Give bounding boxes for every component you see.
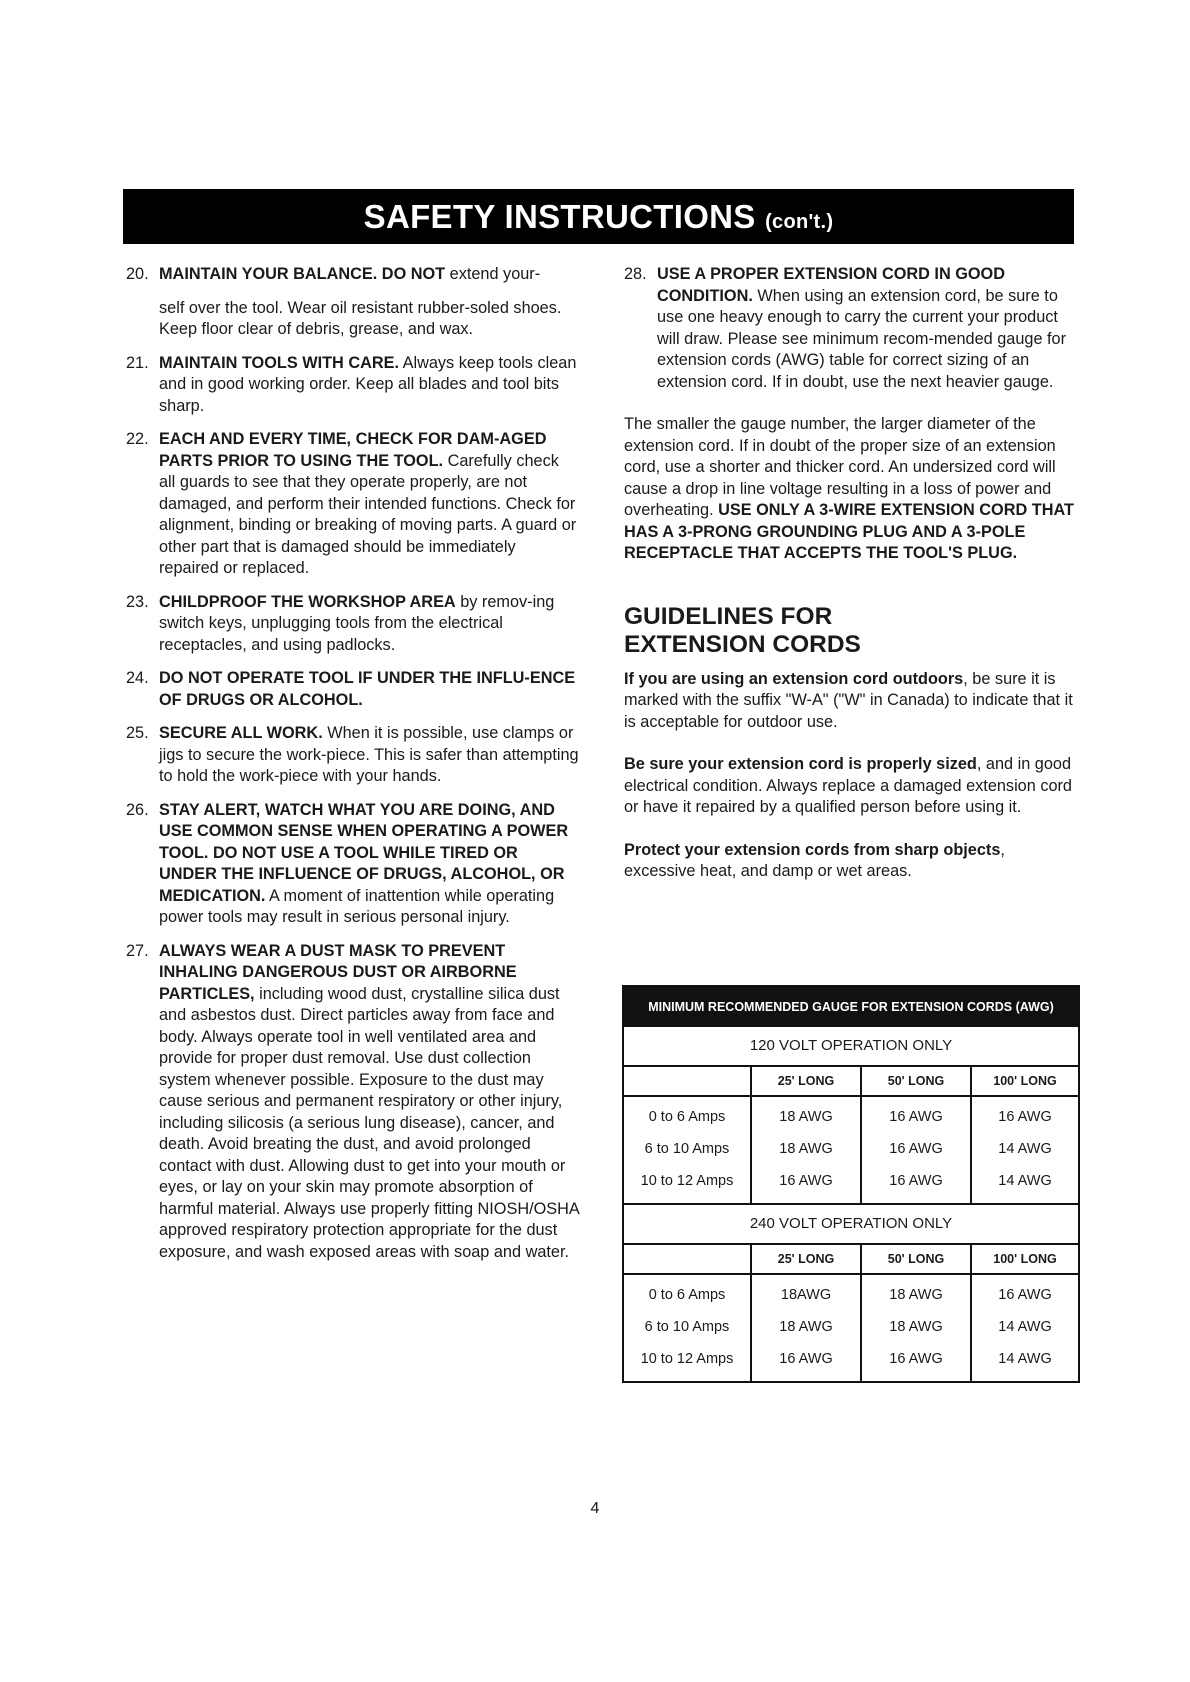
item-text: by remov-ing switch keys, unplugging tools from the electrical receptacles, and using padlocks. [159, 592, 555, 654]
guideline-sized [624, 754, 1076, 819]
table-row [624, 1165, 1078, 1203]
table-header-cell: 50' LONG [861, 1245, 971, 1274]
gauge-table [622, 985, 1080, 1383]
table-cell: 16 AWG [861, 1096, 971, 1133]
item-number: 27. [126, 941, 149, 960]
item-text: Carefully check all guards to see that they operate properly, are not damaged, and perform their intended functions. Check for alignment, binding or breaking of moving parts. A guard or other part that is damaged should be immediately repaired or replaced. [159, 451, 577, 577]
guideline-text: , be sure it is marked with the suffix "W-A" ("W" in Canada) to indicate that it is acceptable for outdoor use. [624, 669, 1073, 731]
table-cell: 16 AWG [751, 1165, 861, 1203]
item-continuation: self over the tool. Wear oil resistant rubber-soled shoes. Keep floor clear of debris, grease, and wax. [159, 298, 562, 338]
guideline-lead: If you are using an extension cord outdoors [624, 669, 964, 688]
item-text: Always keep tools clean and in good working order. Keep all blades and tool bits sharp. [159, 353, 577, 415]
guidelines-heading-line-1: GUIDELINES FOR [624, 602, 833, 630]
table-cell: 6 to 10 Amps [644, 1141, 730, 1157]
guidelines-heading-line-2: EXTENSION CORDS [624, 630, 861, 658]
table-row [624, 1343, 1078, 1381]
table-cell: 16 AWG [861, 1343, 971, 1381]
volt-section-title: 120 VOLT OPERATION ONLY [624, 1027, 1078, 1067]
table-header-cell: 25' LONG [751, 1245, 861, 1274]
table-cell: 14 AWG [971, 1343, 1078, 1381]
table-cell: 18AWG [751, 1274, 861, 1311]
table-header-cell: 100' LONG [971, 1067, 1078, 1096]
banner-suffix: (con't.) [765, 211, 834, 233]
guideline-text: , and in good electrical condition. Always replace a damaged extension cord or have it repaired by a qualified person before using it. [624, 755, 1072, 816]
item-number: 26. [126, 800, 149, 819]
table-cell: 16 AWG [971, 1274, 1078, 1311]
banner-title: SAFETY INSTRUCTIONS [363, 198, 756, 235]
item-text: extend your- [445, 265, 541, 283]
item-heading: EACH AND EVERY TIME, CHECK FOR DAM-AGED PARTS PRIOR TO USING THE TOOL. [159, 430, 547, 470]
table-header-empty [624, 1245, 751, 1274]
guideline-lead: Protect your extension cords from sharp objects [624, 840, 1001, 859]
table-cell: 16 AWG [861, 1133, 971, 1165]
table-cell: 10 to 12 Amps [640, 1173, 734, 1189]
gauge-table-120v [624, 1067, 1078, 1203]
item-text: When it is possible, use clamps or jigs to secure the work-piece. This is safer than attempting to hold the work-piece with your hands. [159, 724, 579, 785]
item-text: A moment of inattention while operating power tools may result in serious personal injury. [159, 886, 555, 926]
safety-item-28 [624, 264, 1076, 393]
table-cell: 16 AWG [751, 1343, 861, 1381]
safety-item-26 [126, 800, 579, 929]
item-heading: STAY ALERT, WATCH WHAT YOU ARE DOING, AND USE COMMON SENSE WHEN OPERATING A POWER TOOL. DO NOT USE A TOOL WHILE TIRED OR UNDER THE INFLUENCE OF DRUGS, ALCOHOL, OR MEDICATION. [159, 800, 569, 905]
table-cell: 14 AWG [971, 1165, 1078, 1203]
table-cell: 14 AWG [971, 1133, 1078, 1165]
safety-item-22 [126, 429, 579, 580]
item-heading: MAINTAIN TOOLS WITH CARE. [159, 353, 399, 372]
page-number: 4 [590, 1500, 600, 1517]
table-header-empty [624, 1067, 751, 1096]
table-header-cell: 50' LONG [861, 1067, 971, 1096]
section-banner [123, 189, 1074, 244]
guidelines-heading [624, 603, 1076, 659]
item-heading: MAINTAIN YOUR BALANCE. DO NOT [159, 265, 446, 283]
item-number: 20. [126, 265, 149, 283]
gauge-paragraph-text: The smaller the gauge number, the larger diameter of the extension cord. If in doubt of the proper size of an extension cord, use a shorter and thicker cord. An undersized cord will cause a drop in line voltage resulting in a loss of power and overheating. [624, 415, 1056, 519]
item-text: When using an extension cord, be sure to use one heavy enough to carry the current your product will draw. Please see minimum recom-mended gauge for extension cords (AWG) table for correct sizing of an extension cord. If in doubt, use the next heavier gauge. [657, 286, 1067, 391]
table-cell: 18 AWG [861, 1274, 971, 1311]
table-cell: 16 AWG [971, 1096, 1078, 1133]
safety-item-27 [126, 941, 579, 1264]
item-text: including wood dust, crystalline silica dust and asbestos dust. Direct particles away from face and body. Always operate tool in well ventilated area and provide for proper dust removal. Use dust collection system whenever possible. Exposure to the dust may cause serious and permanent respiratory or other injury, including silicosis (a serious lung disease), cancer, and death. Avoid breating the dust, and avoid prolonged contact with dust. Allowing dust to get into your mouth or eyes, or lay on your skin may promote absorption of harmful material. Always use properly fitting NIOSH/OSHA approved respiratory protection appropriate for the dust exposure, and wash exposed areas with soap and water. [159, 984, 579, 1261]
table-row [624, 1096, 1078, 1133]
table-header-cell: 25' LONG [751, 1067, 861, 1096]
table-cell: 6 to 10 Amps [644, 1319, 730, 1335]
gauge-table-240v [624, 1245, 1078, 1381]
guideline-text: , excessive heat, and damp or wet areas. [624, 840, 1005, 880]
item-heading: DO NOT OPERATE TOOL IF UNDER THE INFLU-ENCE OF DRUGS OR ALCOHOL. [159, 669, 576, 709]
safety-item-21 [126, 353, 579, 418]
table-row [624, 1274, 1078, 1311]
item-heading: ALWAYS WEAR A DUST MASK TO PREVENT INHALING DANGEROUS DUST OR AIRBORNE PARTICLES, [159, 941, 517, 1003]
right-column [624, 264, 1076, 904]
item-number: 22. [126, 430, 149, 448]
table-cell: 14 AWG [971, 1311, 1078, 1343]
volt-section-title: 240 VOLT OPERATION ONLY [624, 1203, 1078, 1245]
item-heading: USE A PROPER EXTENSION CORD IN GOOD CONDITION. [657, 265, 1005, 305]
item-number: 28. [624, 265, 647, 283]
guideline-lead: Be sure your extension cord is properly sized [624, 755, 977, 773]
table-cell: 0 to 6 Amps [648, 1109, 726, 1125]
table-header-row [624, 1067, 1078, 1096]
guideline-protect [624, 840, 1076, 883]
table-cell: 10 to 12 Amps [640, 1351, 734, 1367]
table-cell: 18 AWG [751, 1311, 861, 1343]
guideline-outdoors [624, 669, 1076, 734]
table-row [624, 1133, 1078, 1165]
item-number: 21. [126, 353, 149, 372]
safety-item-23 [126, 592, 579, 657]
safety-item-25 [126, 723, 579, 788]
item-number: 23. [126, 592, 149, 611]
safety-item-24 [126, 668, 579, 711]
item-number: 25. [126, 724, 149, 742]
table-cell: 18 AWG [751, 1096, 861, 1133]
table-cell: 16 AWG [861, 1165, 971, 1203]
gauge-paragraph [624, 414, 1076, 565]
gauge-table-title: MINIMUM RECOMMENDED GAUGE FOR EXTENSION CORDS (AWG) [624, 987, 1078, 1027]
safety-item-20 [126, 264, 579, 341]
item-heading: SECURE ALL WORK. [159, 724, 323, 742]
table-header-cell: 100' LONG [971, 1245, 1078, 1274]
table-cell: 18 AWG [751, 1133, 861, 1165]
table-header-row [624, 1245, 1078, 1274]
table-row [624, 1311, 1078, 1343]
gauge-paragraph-warning: USE ONLY A 3-WIRE EXTENSION CORD THAT HAS A 3-PRONG GROUNDING PLUG AND A 3-POLE RECEPTACLE THAT ACCEPTS THE TOOL'S PLUG. [624, 501, 1074, 562]
left-column [126, 264, 579, 1275]
table-cell: 0 to 6 Amps [648, 1287, 726, 1303]
item-heading: CHILDPROOF THE WORKSHOP AREA [159, 592, 456, 611]
table-cell: 18 AWG [861, 1311, 971, 1343]
item-number: 24. [126, 669, 149, 687]
